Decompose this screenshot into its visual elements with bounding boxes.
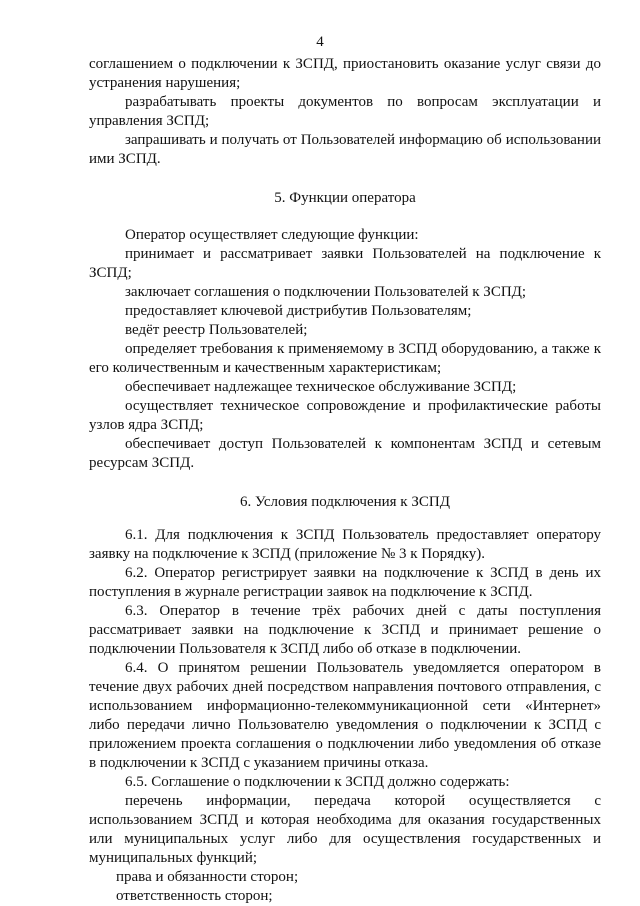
paragraph: 6.3. Оператор в течение трёх рабочих дней с даты поступления рассматривает заявки на подключение к ЗСПД и принимает решение о подключении Пользователя к ЗСПД либо об отказе в подключении. (89, 603, 601, 657)
paragraph: принимает и рассматривает заявки Пользователей на подключение к ЗСПД; (89, 246, 601, 281)
spacer (89, 512, 601, 526)
paragraph: предоставляет ключевой дистрибутив Пользователям; (125, 303, 472, 319)
spacer (89, 208, 601, 226)
paragraph: соглашением о подключении к ЗСПД, приостановить оказание услуг связи до устранения нарушения; (89, 56, 601, 91)
paragraph: Оператор осуществляет следующие функции: (125, 227, 419, 243)
section-heading: 6. Условия подключения к ЗСПД (240, 494, 450, 510)
paragraph: 6.2. Оператор регистрирует заявки на подключение к ЗСПД в день их поступления в журнале регистрации заявок на подключение к ЗСПД. (89, 565, 601, 600)
paragraph: определяет требования к применяемому в ЗСПД оборудованию, а также к его количественным и качественным характеристикам; (89, 341, 601, 376)
paragraph: запрашивать и получать от Пользователей информацию об использовании ими ЗСПД. (89, 132, 601, 167)
page-number: 4 (316, 34, 324, 50)
paragraph: разрабатывать проекты документов по вопросам эксплуатации и управления ЗСПД; (89, 94, 601, 129)
paragraph: осуществляет техническое сопровождение и профилактические работы узлов ядра ЗСПД; (89, 398, 601, 433)
paragraph: обеспечивает надлежащее техническое обслуживание ЗСПД; (125, 379, 517, 395)
spacer (89, 473, 601, 492)
paragraph: ведёт реестр Пользователей; (125, 322, 308, 338)
paragraph: 6.5. Соглашение о подключении к ЗСПД должно содержать: (125, 774, 510, 790)
paragraph: 6.4. О принятом решении Пользователь уведомляется оператором в течение двух рабочих дней посредством направления почтового отправления, с использованием информационно-телекоммуникационной сети «Интернет» либо передачи лично Пользователю уведомления о подключении к ЗСПД с приложением проекта соглашения о подключении либо уведомления об отказе в подключении к ЗСПД с указанием причины отказа. (89, 660, 601, 771)
paragraph: заключает соглашения о подключении Пользователей к ЗСПД; (125, 284, 527, 300)
document-body (89, 55, 601, 906)
spacer (89, 169, 601, 188)
paragraph: права и обязанности сторон; (116, 869, 299, 885)
section-heading: 5. Функции оператора (274, 190, 416, 206)
paragraph: 6.1. Для подключения к ЗСПД Пользователь предоставляет оператору заявку на подключение к ЗСПД (приложение № 3 к Порядку). (89, 527, 601, 562)
paragraph: обеспечивает доступ Пользователей к компонентам ЗСПД и сетевым ресурсам ЗСПД. (89, 436, 601, 471)
paragraph: перечень информации, передача которой осуществляется с использованием ЗСПД и которая необходима для оказания государственных или муниципальных услуг либо для осуществления государственных и муниципальных функций; (89, 793, 601, 866)
paragraph: ответственность сторон; (116, 888, 273, 904)
